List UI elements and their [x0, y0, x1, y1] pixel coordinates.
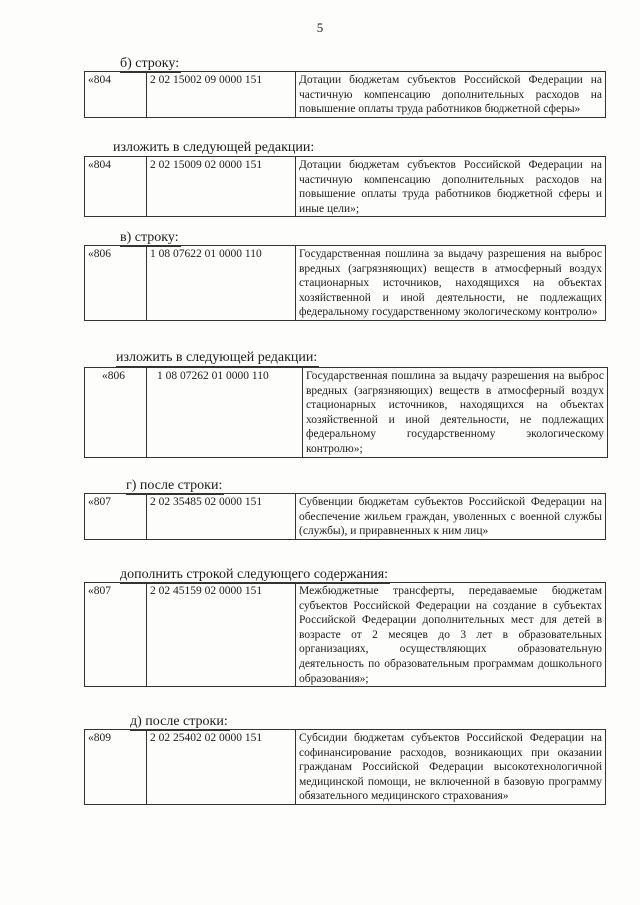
heading-b-new: изложить в следующей редакции: — [113, 140, 315, 155]
amend-table-b-new — [84, 156, 606, 217]
heading-g-after: г) после строки: — [126, 478, 223, 493]
amend-table-g-new — [84, 582, 606, 687]
kbk-code: 2 02 15002 09 0000 151 — [147, 72, 296, 118]
page-number: 5 — [316, 20, 324, 35]
row-code-cell — [85, 368, 147, 458]
row-code: «807 — [88, 496, 111, 508]
row-code: «806 — [88, 248, 111, 260]
row-description: Государственная пошлина за выдачу разрешения на выброс вредных (загрязняющих) веществ в атмосферный воздух стационарных источников, находящихся на объектах хозяйственной и иной деятельности, не подлежащих федеральному государственному экологическому контролю»; — [303, 368, 608, 458]
row-code: «804 — [88, 159, 111, 171]
kbk-code: 2 02 45159 02 0000 151 — [147, 583, 296, 687]
heading-g-add: дополнить строкой следующего содержания: — [120, 567, 389, 582]
row-code: «807 — [88, 585, 111, 597]
table-row — [85, 246, 606, 321]
amend-table-b-old — [84, 71, 606, 118]
row-code-cell — [85, 494, 147, 540]
heading-v-row: в) строку: — [120, 230, 179, 245]
amend-table-v-old — [84, 245, 606, 321]
row-code-cell — [85, 583, 147, 687]
amend-table-g-old — [84, 493, 606, 540]
table-row — [85, 730, 606, 805]
row-code-cell — [85, 157, 147, 217]
row-description: Дотации бюджетам субъектов Российской Федерации на частичную компенсацию дополнительных расходов на повышение оплаты труда работников бюджетной сферы» — [296, 72, 606, 118]
heading-v-new: изложить в следующей редакции: — [116, 350, 318, 365]
row-description: Государственная пошлина за выдачу разрешения на выброс вредных (загрязняющих) веществ в атмосферный воздух стационарных источников, находящихся на объектах хозяйственной и иной деятельности, не подлежащих федеральному государственному экологическому контролю» — [296, 246, 606, 321]
kbk-code: 1 08 07622 01 0000 110 — [147, 246, 296, 321]
table-row — [85, 368, 608, 458]
table-row — [85, 494, 606, 540]
kbk-code: 2 02 25402 02 0000 151 — [147, 730, 296, 805]
row-code: «804 — [88, 74, 111, 86]
amend-table-d-old — [84, 729, 606, 805]
kbk-code: 1 08 07262 01 0000 110 — [147, 368, 303, 458]
kbk-code: 2 02 15009 02 0000 151 — [147, 157, 296, 217]
amend-table-v-new — [84, 367, 608, 458]
row-description: Субсидии бюджетам субъектов Российской Федерации на софинансирование расходов, возникающих при оказании гражданам Российской Федерации высокотехнологичной медицинской помощи, не включенной в базовую программу обязательного медицинского страхования» — [296, 730, 606, 805]
row-description: Дотации бюджетам субъектов Российской Федерации на частичную компенсацию дополнительных расходов на повышение оплаты труда работников бюджетной сферы и иные цели»; — [296, 157, 606, 217]
table-row — [85, 157, 606, 217]
kbk-code: 2 02 35485 02 0000 151 — [147, 494, 296, 540]
row-code-cell — [85, 72, 147, 118]
row-code: «806 — [102, 370, 125, 382]
heading-b-row: б) строку: — [120, 56, 180, 71]
table-row — [85, 583, 606, 687]
row-code: «809 — [88, 732, 111, 744]
table-row — [85, 72, 606, 118]
row-code-cell — [85, 246, 147, 321]
row-code-cell — [85, 730, 147, 805]
row-description: Межбюджетные трансферты, передаваемые бюджетам субъектов Российской Федерации на создание в субъектах Российской Федерации дополнительных мест для детей в возрасте от 2 месяцев до 3 лет в образовательных организациях, осуществляющих образовательную деятельность по образовательным программам дошкольного образования»; — [296, 583, 606, 687]
heading-d-after: д) после строки: — [130, 714, 228, 729]
row-description: Субвенции бюджетам субъектов Российской Федерации на обеспечение жильем граждан, уволенных с военной службы (службы), и приравненных к ним лиц» — [296, 494, 606, 540]
